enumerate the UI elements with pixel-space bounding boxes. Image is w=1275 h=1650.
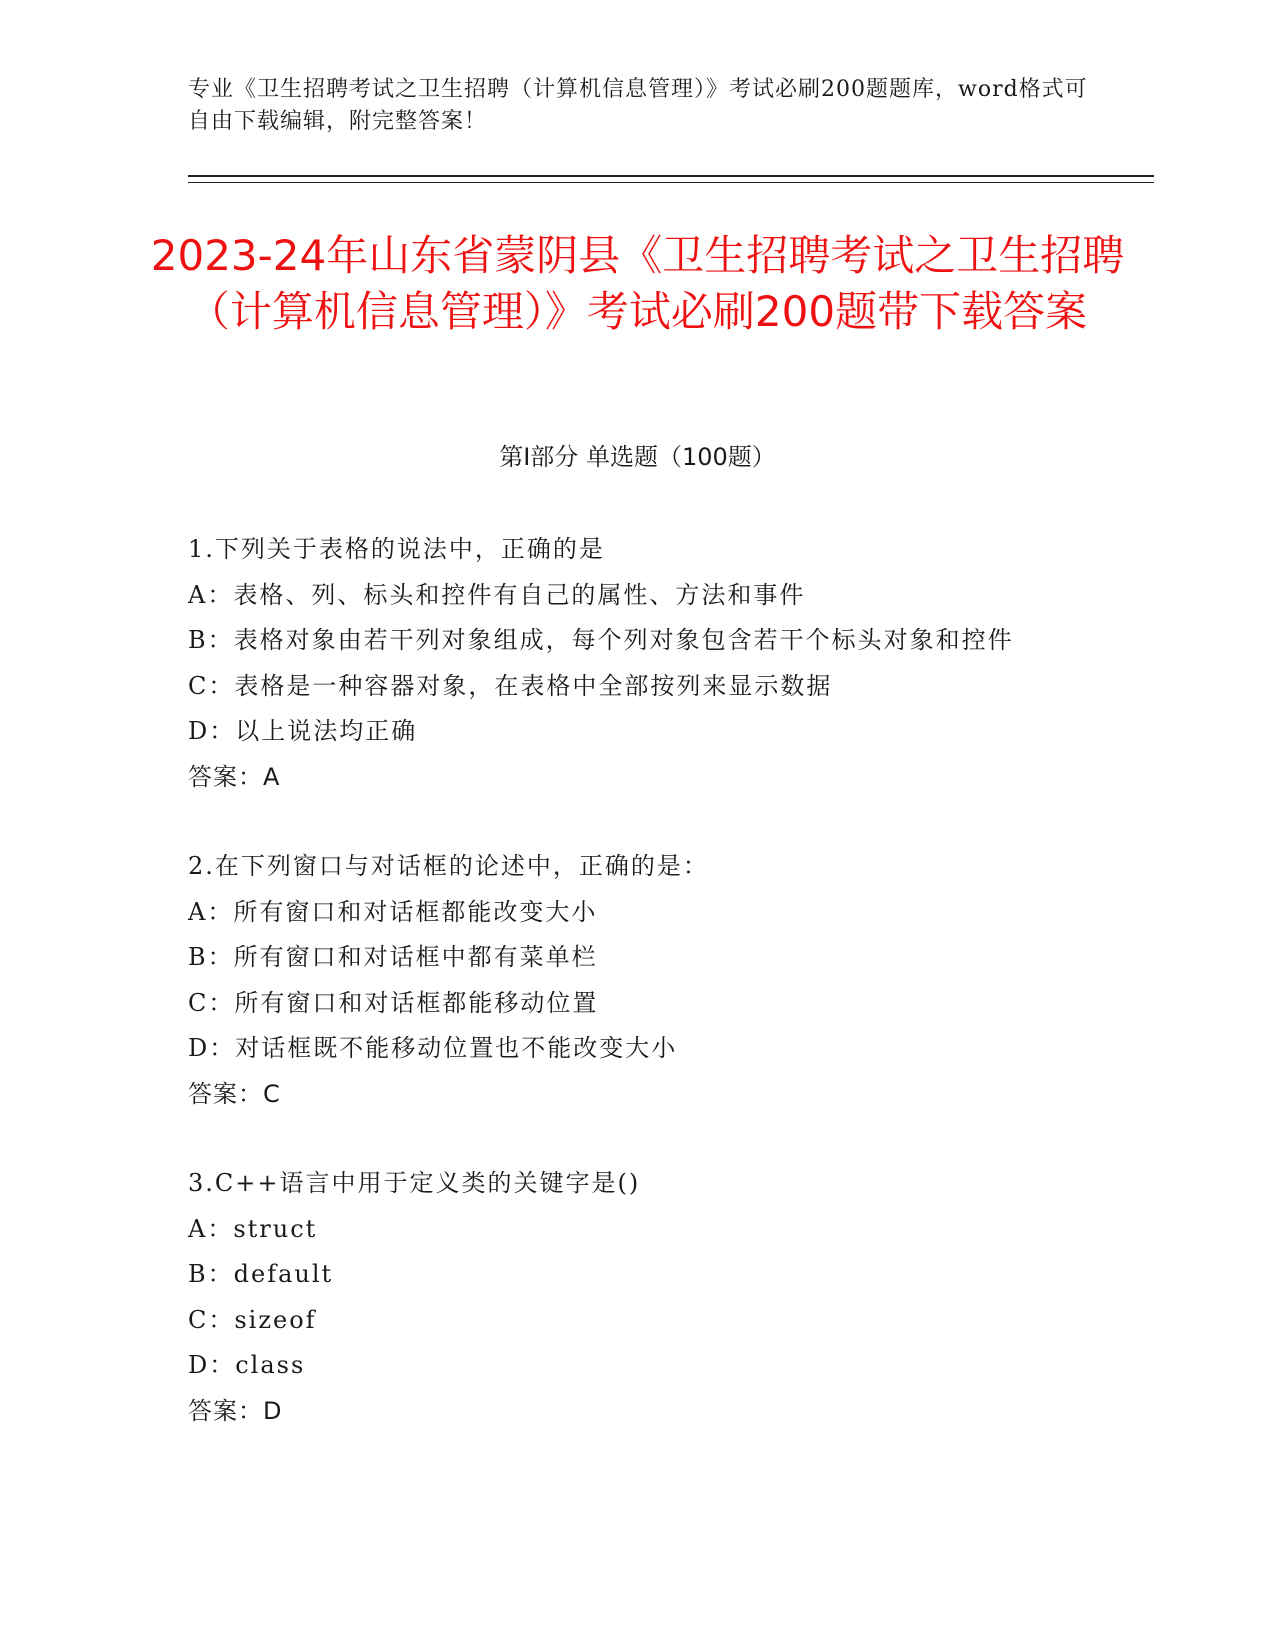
answer-line: 答案：D: [188, 1396, 283, 1425]
question-stem: 3.C++语言中用于定义类的关键字是(): [188, 1169, 641, 1197]
question-3: [188, 1161, 1068, 1434]
document-intro: 专业《卫生招聘考试之卫生招聘（计算机信息管理）》考试必刷200题题库，word格式可自由下载编辑，附完整答案！: [188, 77, 1088, 134]
question-stem: 2.在下列窗口与对话框的论述中，正确的是：: [188, 852, 709, 880]
option-b: B：default: [188, 1260, 334, 1288]
answer-line: 答案：C: [188, 1079, 281, 1108]
option-a: A：表格、列、标头和控件有自己的属性、方法和事件: [188, 580, 806, 609]
option-a: A：struct: [188, 1214, 318, 1243]
section-heading: 第Ⅰ部分 单选题（100题）: [499, 443, 776, 471]
option-a: A：所有窗口和对话框都能改变大小: [188, 897, 598, 926]
answer-line: 答案：A: [188, 762, 281, 791]
option-b: B：表格对象由若干列对象组成，每个列对象包含若干个标头对象和控件: [188, 626, 1014, 654]
header-rule-thin: [188, 182, 1154, 183]
question-1: [188, 527, 1068, 800]
option-c: C：表格是一种容器对象，在表格中全部按列来显示数据: [188, 671, 833, 700]
question-list: [188, 527, 1068, 1478]
option-c: C：所有窗口和对话框都能移动位置: [188, 988, 599, 1017]
header-rule-thick: [188, 175, 1154, 177]
document-title: 2023-24年山东省蒙阴县《卫生招聘考试之卫生招聘（计算机信息管理）》考试必刷200题带下载答案: [150, 231, 1125, 336]
question-stem: 1.下列关于表格的说法中，正确的是: [188, 535, 605, 563]
option-b: B：所有窗口和对话框中都有菜单栏: [188, 943, 598, 971]
option-c: C：sizeof: [188, 1305, 317, 1334]
option-d: D：以上说法均正确: [188, 717, 418, 745]
option-d: D：class: [188, 1351, 306, 1379]
question-2: [188, 844, 1068, 1117]
option-d: D：对话框既不能移动位置也不能改变大小: [188, 1034, 678, 1062]
